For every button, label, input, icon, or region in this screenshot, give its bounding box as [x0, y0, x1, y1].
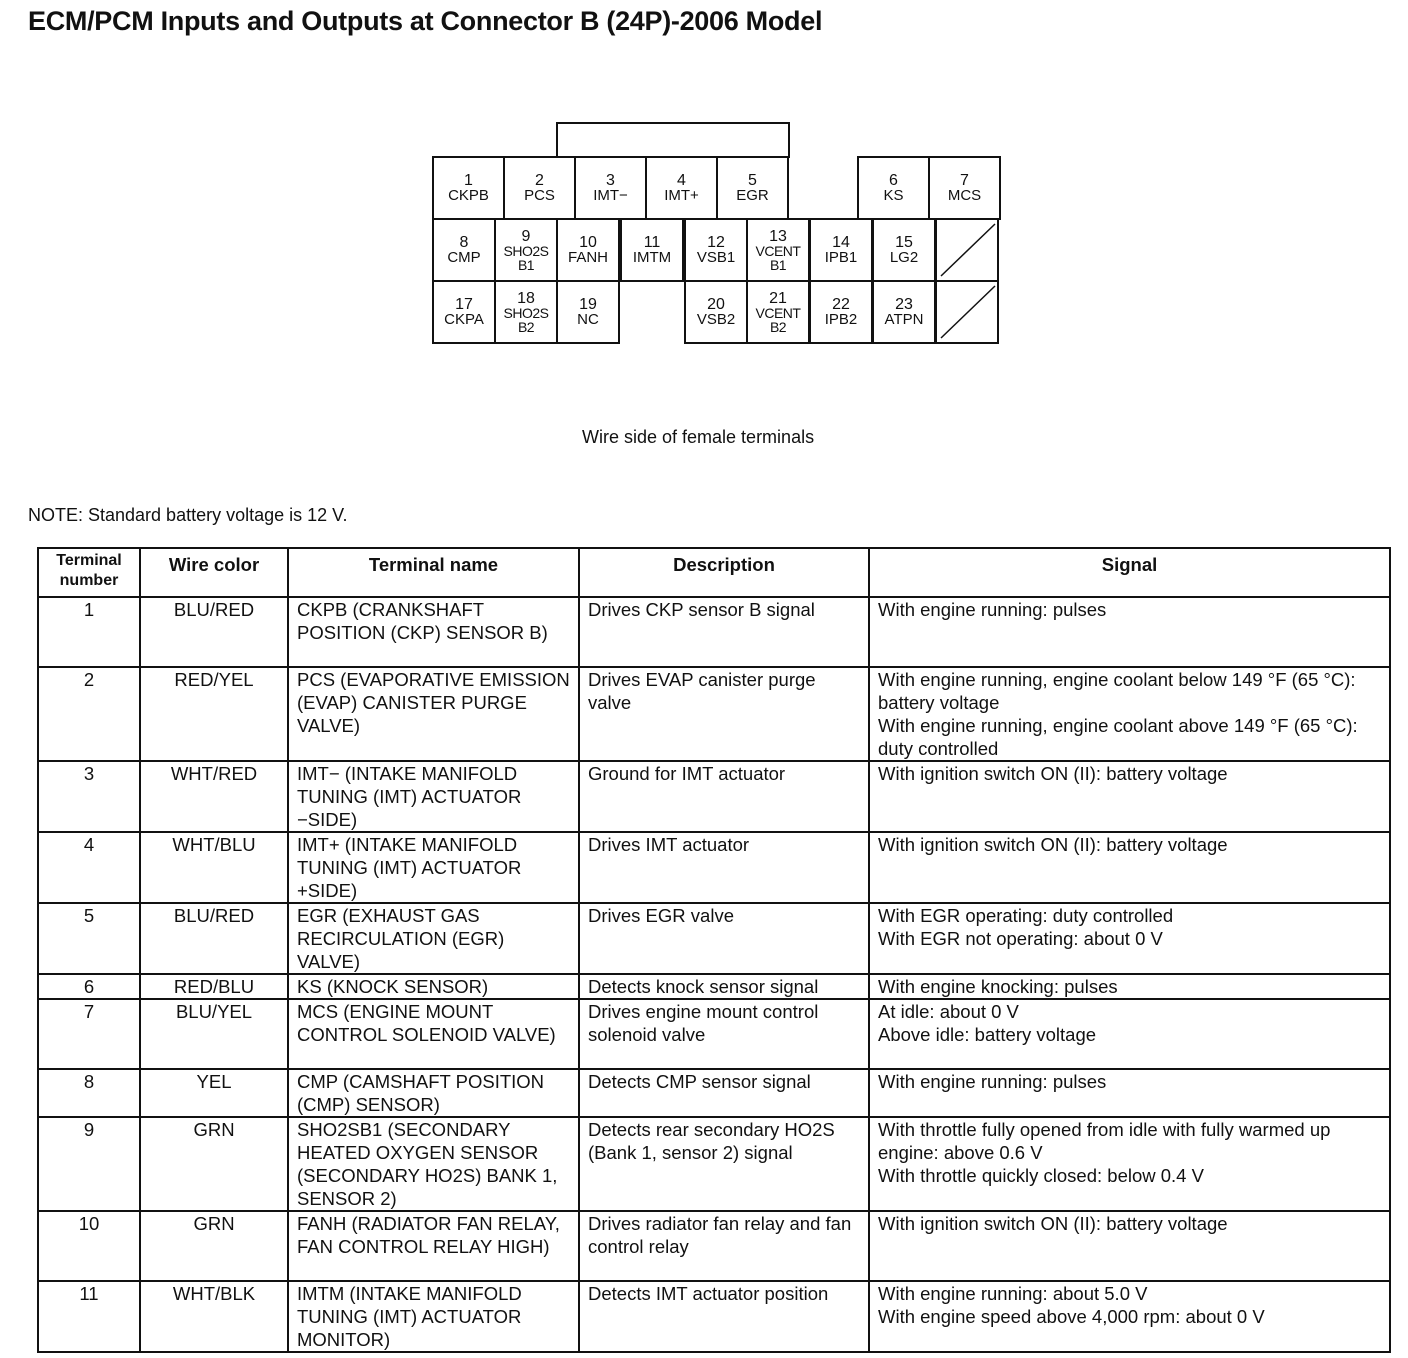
terminal-number: 9	[521, 227, 531, 245]
terminal-cavity	[809, 280, 873, 344]
terminal-name-cell: CKPB (CRANKSHAFT POSITION (CKP) SENSOR B)	[288, 597, 579, 667]
signal-cell: With engine knocking: pulses	[869, 974, 1390, 999]
table-row	[38, 1281, 1390, 1352]
terminal-code-suffix: B2	[769, 318, 787, 335]
description-cell: Drives engine mount control solenoid valve	[579, 999, 869, 1069]
terminal-number-cell: 1	[38, 597, 140, 667]
terminal-cavity	[684, 280, 748, 344]
terminal-name-cell: PCS (EVAPORATIVE EMISSION (EVAP) CANISTER PURGE VALVE)	[288, 667, 579, 761]
terminal-name-cell: IMTM (INTAKE MANIFOLD TUNING (IMT) ACTUATOR MONITOR)	[288, 1281, 579, 1352]
battery-voltage-note: NOTE: Standard battery voltage is 12 V.	[28, 505, 348, 525]
terminal-code-suffix: B2	[517, 318, 535, 335]
terminal-cavity	[432, 218, 496, 282]
description-cell: Drives radiator fan relay and fan control relay	[579, 1211, 869, 1281]
terminal-number: 6	[889, 172, 898, 189]
terminal-code: FANH	[567, 249, 608, 266]
description-cell: Detects IMT actuator position	[579, 1281, 869, 1352]
terminal-table	[37, 547, 1391, 1353]
terminal-cavity	[645, 156, 718, 220]
terminal-number: 11	[643, 234, 661, 251]
terminal-number: 1	[464, 172, 473, 189]
wire-color-cell: BLU/YEL	[140, 999, 288, 1069]
wire-color-cell: GRN	[140, 1117, 288, 1211]
terminal-number: 3	[606, 172, 615, 189]
table-row	[38, 667, 1390, 761]
terminal-number: 7	[960, 172, 969, 189]
terminal-name-cell: SHO2SB1 (SECONDARY HEATED OXYGEN SENSOR (SECONDARY HO2S) BANK 1, SENSOR 2)	[288, 1117, 579, 1211]
terminal-number: 8	[459, 234, 469, 251]
terminal-number: 22	[832, 296, 850, 313]
signal-cell: With EGR operating: duty controlled With EGR not operating: about 0 V	[869, 903, 1390, 974]
table-row	[38, 1211, 1390, 1281]
wire-color-cell: RED/BLU	[140, 974, 288, 999]
terminal-number: 18	[517, 289, 535, 307]
terminal-name-cell: EGR (EXHAUST GAS RECIRCULATION (EGR) VALVE)	[288, 903, 579, 974]
terminal-code: LG2	[889, 249, 919, 266]
terminal-cavity	[928, 156, 1001, 220]
signal-cell: With ignition switch ON (II): battery voltage	[869, 761, 1390, 832]
terminal-number: 4	[677, 172, 686, 189]
terminal-number: 2	[535, 172, 544, 189]
terminal-code: CMP	[447, 249, 481, 266]
terminal-name-cell: MCS (ENGINE MOUNT CONTROL SOLENOID VALVE)	[288, 999, 579, 1069]
terminal-name-cell: KS (KNOCK SENSOR)	[288, 974, 579, 999]
header-terminal-name: Terminal name	[288, 548, 579, 597]
terminal-code: NC	[577, 311, 599, 328]
terminal-cavity	[746, 218, 810, 282]
table-row	[38, 903, 1390, 974]
description-cell: Detects rear secondary HO2S (Bank 1, sensor 2) signal	[579, 1117, 869, 1211]
terminal-number: 14	[832, 234, 850, 251]
terminal-number: 15	[895, 234, 913, 251]
terminal-cavity	[574, 156, 647, 220]
terminal-cavity	[746, 280, 810, 344]
terminal-number-cell: 7	[38, 999, 140, 1069]
signal-cell: With engine running: pulses	[869, 597, 1390, 667]
wire-color-cell: WHT/BLU	[140, 832, 288, 903]
terminal-cavity	[556, 280, 620, 344]
terminal-number-cell: 6	[38, 974, 140, 999]
signal-cell: With ignition switch ON (II): battery voltage	[869, 1211, 1390, 1281]
terminal-code-suffix: B1	[517, 256, 535, 273]
terminal-number-cell: 8	[38, 1069, 140, 1117]
terminal-code: EGR	[736, 187, 769, 204]
table-row	[38, 999, 1390, 1069]
terminal-number-cell: 5	[38, 903, 140, 974]
description-cell: Drives EGR valve	[579, 903, 869, 974]
description-cell: Detects knock sensor signal	[579, 974, 869, 999]
terminal-code: IMTM	[632, 249, 672, 266]
header-wire-color: Wire color	[140, 548, 288, 597]
terminal-code: VSB2	[696, 311, 736, 328]
table-row	[38, 1069, 1390, 1117]
empty-cavity-16	[935, 218, 999, 282]
terminal-name-cell: CMP (CAMSHAFT POSITION (CMP) SENSOR)	[288, 1069, 579, 1117]
connector-key-tab	[556, 122, 790, 158]
terminal-cavity	[556, 218, 620, 282]
terminal-code: SHO2S	[503, 304, 549, 321]
signal-cell: At idle: about 0 V Above idle: battery voltage	[869, 999, 1390, 1069]
terminal-number: 20	[707, 296, 725, 313]
terminal-number-cell: 2	[38, 667, 140, 761]
terminal-number: 19	[579, 296, 597, 313]
terminal-number-cell: 11	[38, 1281, 140, 1352]
description-cell: Drives IMT actuator	[579, 832, 869, 903]
header-description: Description	[579, 548, 869, 597]
terminal-code-suffix: B1	[769, 256, 787, 273]
description-cell: Drives CKP sensor B signal	[579, 597, 869, 667]
wire-color-cell: RED/YEL	[140, 667, 288, 761]
terminal-cavity	[684, 218, 748, 282]
signal-cell: With throttle fully opened from idle with fully warmed up engine: above 0.6 V With throttle quickly closed: below 0.4 V	[869, 1117, 1390, 1211]
signal-cell: With engine running, engine coolant below 149 °F (65 °C): battery voltage With engine running, engine coolant above 149 °F (65 °C): duty controlled	[869, 667, 1390, 761]
terminal-cavity	[494, 280, 558, 344]
terminal-cavity	[494, 218, 558, 282]
empty-cavity-24	[935, 280, 999, 344]
signal-cell: With engine running: pulses	[869, 1069, 1390, 1117]
terminal-cavity	[809, 218, 873, 282]
connector-caption: Wire side of female terminals	[582, 427, 815, 447]
terminal-cavity	[620, 218, 684, 282]
terminal-number-cell: 9	[38, 1117, 140, 1211]
terminal-code: IMT−	[593, 187, 628, 204]
table-row	[38, 1117, 1390, 1211]
header-signal: Signal	[869, 548, 1390, 597]
table-row	[38, 974, 1390, 999]
terminal-code: IPB2	[824, 311, 858, 328]
table-row	[38, 761, 1390, 832]
terminal-code: CKPA	[444, 311, 484, 328]
table-header-row	[38, 548, 1390, 597]
terminal-code: PCS	[524, 187, 555, 204]
terminal-cavity	[432, 156, 505, 220]
terminal-cavity	[716, 156, 789, 220]
table-row	[38, 832, 1390, 903]
terminal-code: MCS	[947, 187, 982, 204]
terminal-name-cell: IMT− (INTAKE MANIFOLD TUNING (IMT) ACTUATOR −SIDE)	[288, 761, 579, 832]
terminal-code: VCENT	[755, 242, 801, 259]
terminal-cavity	[872, 218, 936, 282]
terminal-code: IPB1	[824, 249, 858, 266]
terminal-number: 21	[769, 289, 787, 307]
terminal-code: KS	[883, 187, 904, 204]
terminal-code: IMT+	[664, 187, 699, 204]
terminal-cavity	[503, 156, 576, 220]
terminal-number: 12	[707, 234, 725, 251]
wire-color-cell: BLU/RED	[140, 903, 288, 974]
terminal-name-cell: FANH (RADIATOR FAN RELAY, FAN CONTROL RELAY HIGH)	[288, 1211, 579, 1281]
page-title: ECM/PCM Inputs and Outputs at Connector B (24P)-2006 Model	[28, 6, 823, 36]
terminal-code: SHO2S	[503, 242, 549, 259]
terminal-name-cell: IMT+ (INTAKE MANIFOLD TUNING (IMT) ACTUATOR +SIDE)	[288, 832, 579, 903]
terminal-number: 17	[455, 296, 473, 313]
wire-color-cell: BLU/RED	[140, 597, 288, 667]
terminal-number-cell: 10	[38, 1211, 140, 1281]
description-cell: Detects CMP sensor signal	[579, 1069, 869, 1117]
terminal-number-cell: 3	[38, 761, 140, 832]
terminal-number: 5	[748, 172, 757, 189]
signal-cell: With engine running: about 5.0 V With engine speed above 4,000 rpm: about 0 V	[869, 1281, 1390, 1352]
signal-cell: With ignition switch ON (II): battery voltage	[869, 832, 1390, 903]
wire-color-cell: WHT/BLK	[140, 1281, 288, 1352]
wire-color-cell: GRN	[140, 1211, 288, 1281]
terminal-code: VCENT	[755, 304, 801, 321]
terminal-number-cell: 4	[38, 832, 140, 903]
description-cell: Ground for IMT actuator	[579, 761, 869, 832]
terminal-cavity	[872, 280, 936, 344]
header-terminal-number: Terminal number	[38, 548, 140, 597]
terminal-cavity	[432, 280, 496, 344]
terminal-number: 13	[769, 227, 787, 245]
description-cell: Drives EVAP canister purge valve	[579, 667, 869, 761]
terminal-code: VSB1	[696, 249, 736, 266]
table-row	[38, 597, 1390, 667]
terminal-cavity	[857, 156, 930, 220]
wire-color-cell: WHT/RED	[140, 761, 288, 832]
terminal-number: 10	[579, 234, 597, 251]
terminal-number: 23	[895, 296, 913, 313]
wire-color-cell: YEL	[140, 1069, 288, 1117]
terminal-code: CKPB	[448, 187, 489, 204]
terminal-code: ATPN	[884, 311, 924, 328]
